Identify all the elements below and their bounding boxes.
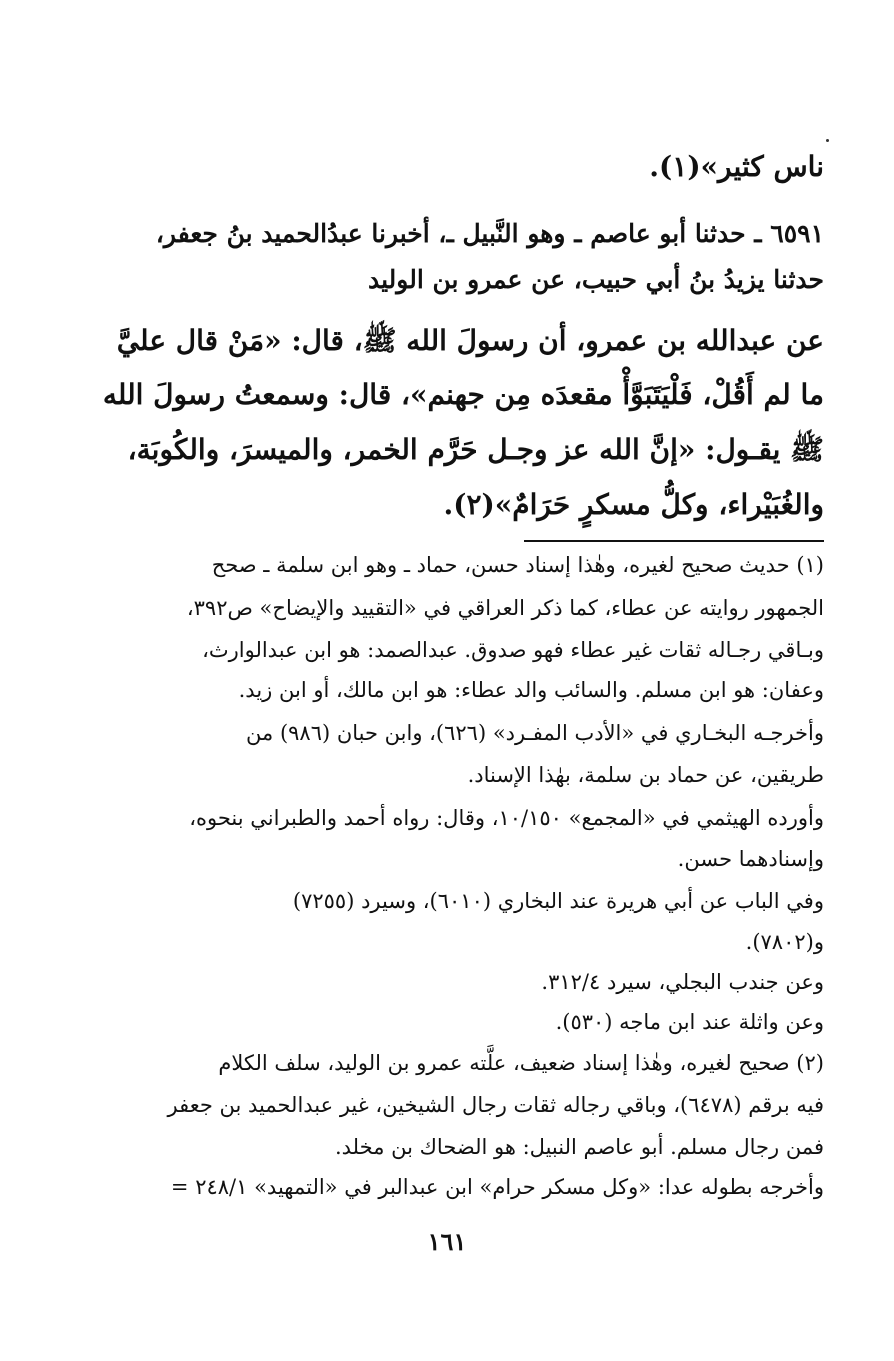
footnote-line-3: وبـاقي رجـاله ثقات غير عطاء فهو صدوق. عبدالصمد: هو ابن عبدالوارث، [202, 638, 824, 662]
footnote-line-8: وإسنادهما حسن. [677, 847, 824, 871]
main-text-line-5: ما لم أَقُلْ، فَلْيَتَبَوَّأْ مقعدَه مِن جهنم»، قال: وسمعتُ رسولَ الله [102, 378, 824, 411]
main-text-line-7: والغُبَيْراء، وكلُّ مسكرٍ حَرَامٌ»(٢). [443, 488, 824, 521]
main-text-line-2: ٦٥٩١ ـ حدثنا أبو عاصم ـ وهو النَّبيل ـ، أخبرنا عبدُالحميد بنُ جعفر، [155, 219, 824, 248]
footnote-line-15: فمن رجال مسلم. أبو عاصم النبيل: هو الضحاك بن مخلد. [334, 1135, 824, 1159]
footnote-line-16: وأخرجه بطوله عدا: «وكل مسكر حرام» ابن عبدالبر في «التمهيد» ٢٤٨/١ = [170, 1175, 824, 1199]
footnote-line-10: و(٧٨٠٢). [745, 930, 824, 954]
footnote-line-4: وعفان: هو ابن مسلم. والسائب والد عطاء: هو ابن مالك، أو ابن زيد. [238, 678, 824, 702]
footnote-line-2: الجمهور روايته عن عطاء، كما ذكر العراقي في «التقييد والإيضاح» ص٣٩٢، [186, 596, 824, 620]
margin-dot [826, 139, 829, 142]
footnote-line-7: وأورده الهيثمي في «المجمع» ١٠/١٥٠، وقال: رواه أحمد والطبراني بنحوه، [189, 806, 824, 830]
main-text-line-4: عن عبدالله بن عمرو، أن رسولَ الله ﷺ، قال: «مَنْ قال عليَّ [116, 324, 824, 357]
footnote-line-14: فيه برقم (٦٤٧٨)، وباقي رجاله ثقات رجال الشيخين، غير عبدالحميد بن جعفر [167, 1093, 824, 1117]
main-text-line-6: ﷺ يقـول: «إنَّ الله عز وجـل حَرَّم الخمر، والميسرَ، والكُوبَة، [127, 433, 824, 466]
footnote-divider [524, 540, 824, 542]
main-text-line-1: ناس كثير»(١). [649, 150, 824, 183]
footnote-line-9: وفي الباب عن أبي هريرة عند البخاري (٦٠١٠)، وسيرد (٧٢٥٥) [292, 889, 824, 913]
footnote-line-11: وعن جندب البجلي، سيرد ٣١٢/٤. [541, 970, 824, 994]
footnote-line-6: طريقين، عن حماد بن سلمة، بهٰذا الإسناد. [467, 763, 824, 787]
footnote-line-5: وأخرجـه البخـاري في «الأدب المفـرد» (٦٢٦)، وابن حبان (٩٨٦) من [246, 721, 824, 745]
page-number: ١٦١ [427, 1227, 467, 1256]
main-text-line-3: حدثنا يزيدُ بنُ أبي حبيب، عن عمرو بن الوليد [368, 265, 824, 294]
footnote-line-13: (٢) صحيح لغيره، وهٰذا إسناد ضعيف، علَّته عمرو بن الوليد، سلف الكلام [218, 1051, 824, 1075]
footnote-line-1: (١) حديث صحيح لغيره، وهٰذا إسناد حسن، حماد ـ وهو ابن سلمة ـ صحح [211, 553, 824, 577]
footnote-line-12: وعن واثلة عند ابن ماجه (٥٣٠). [555, 1010, 824, 1034]
